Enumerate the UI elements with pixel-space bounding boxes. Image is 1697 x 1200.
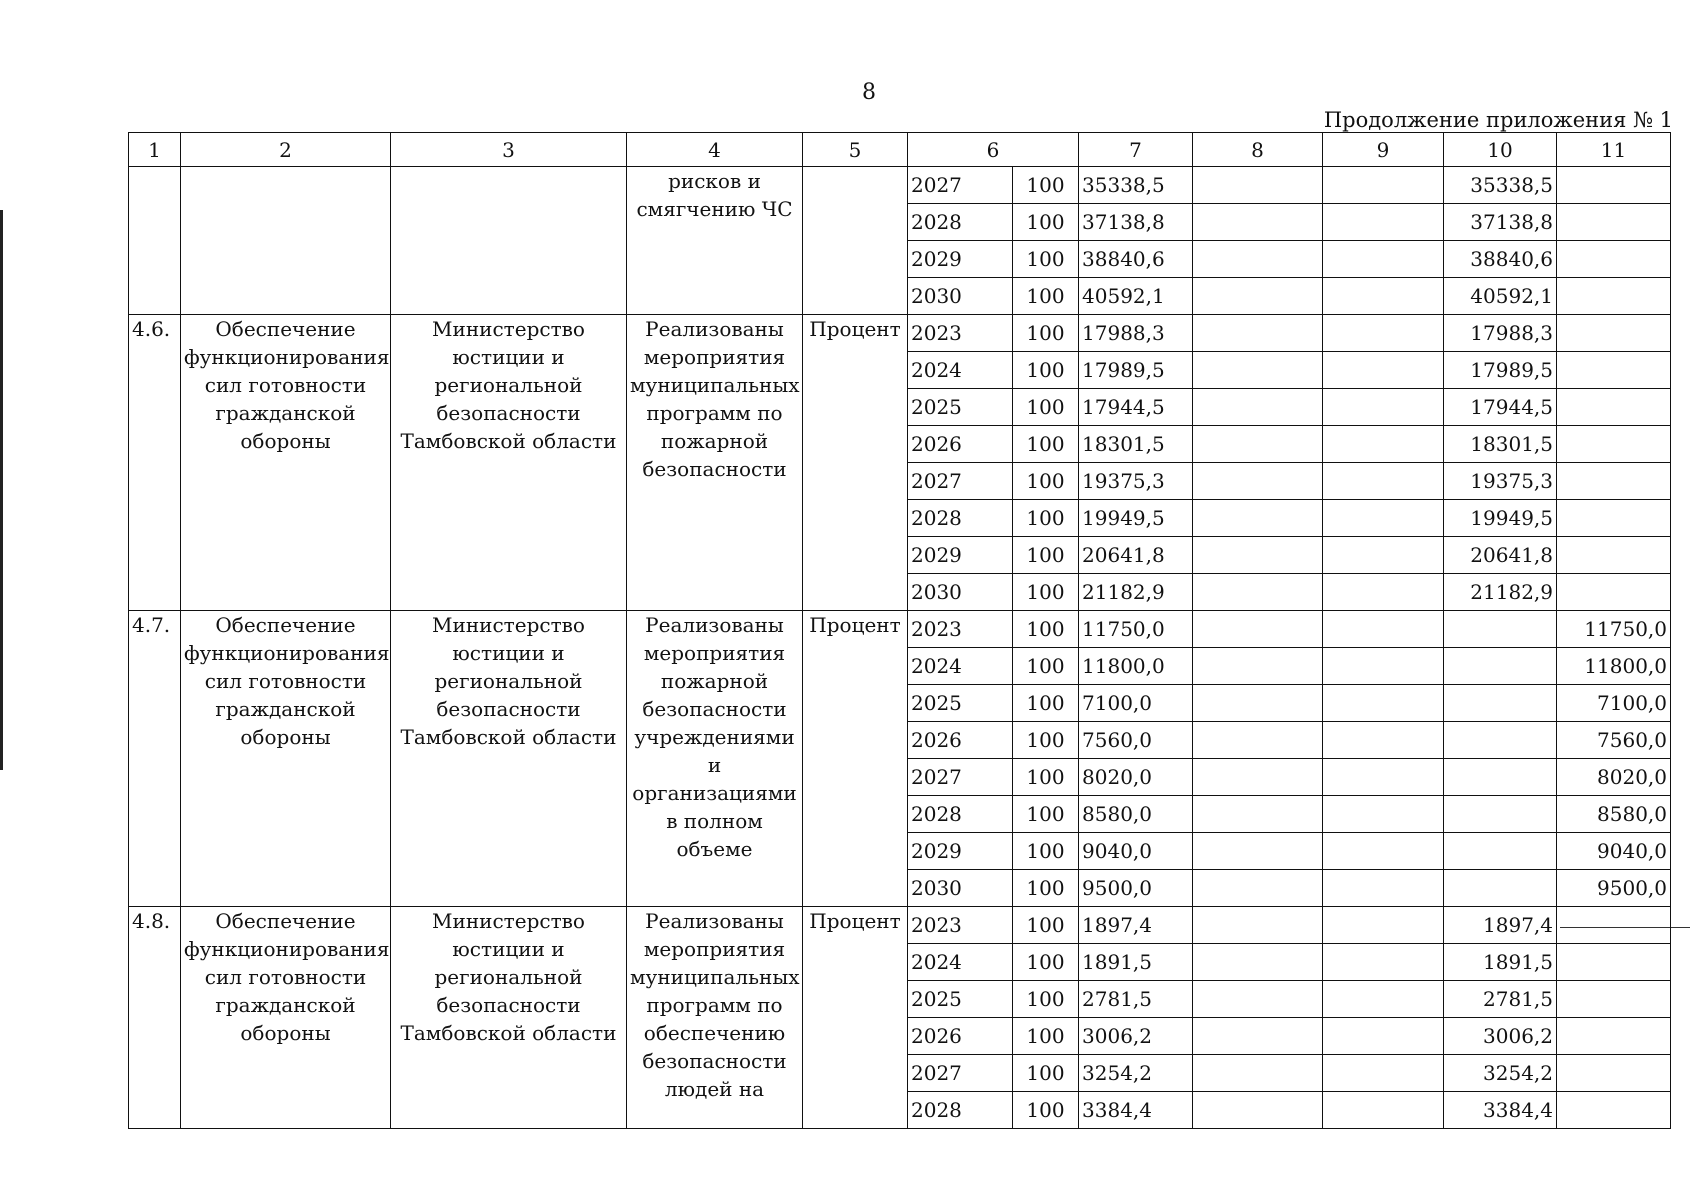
col8-cell bbox=[1193, 352, 1323, 389]
unit-cell bbox=[803, 167, 908, 315]
col8-cell bbox=[1193, 833, 1323, 870]
continuation-title: Продолжение приложения № 1 bbox=[1323, 108, 1673, 132]
total-cell: 17988,3 bbox=[1079, 315, 1193, 352]
year-cell: 2030 bbox=[908, 278, 1013, 315]
measure-name-cell: Обеспечение функционирования сил готовности гражданской обороны bbox=[181, 907, 391, 1129]
col8-cell bbox=[1193, 907, 1323, 944]
percent-cell: 100 bbox=[1013, 870, 1079, 907]
regional-budget-cell: 3384,4 bbox=[1444, 1092, 1557, 1129]
percent-cell: 100 bbox=[1013, 685, 1079, 722]
percent-cell: 100 bbox=[1013, 611, 1079, 648]
regional-budget-cell: 17988,3 bbox=[1444, 315, 1557, 352]
other-source-cell bbox=[1557, 944, 1671, 981]
total-cell: 8020,0 bbox=[1079, 759, 1193, 796]
result-cell: Реализованы мероприятия муниципальных программ по пожарной безопасности bbox=[627, 315, 803, 611]
total-cell: 40592,1 bbox=[1079, 278, 1193, 315]
other-source-cell bbox=[1557, 204, 1671, 241]
col8-cell bbox=[1193, 981, 1323, 1018]
other-source-cell bbox=[1557, 278, 1671, 315]
percent-cell: 100 bbox=[1013, 981, 1079, 1018]
regional-budget-cell bbox=[1444, 722, 1557, 759]
year-cell: 2030 bbox=[908, 870, 1013, 907]
other-source-cell bbox=[1557, 241, 1671, 278]
col9-cell bbox=[1323, 537, 1444, 574]
other-source-cell bbox=[1557, 389, 1671, 426]
total-cell: 18301,5 bbox=[1079, 426, 1193, 463]
measure-name-cell bbox=[181, 167, 391, 315]
percent-cell: 100 bbox=[1013, 204, 1079, 241]
col9-cell bbox=[1323, 870, 1444, 907]
year-cell: 2026 bbox=[908, 426, 1013, 463]
regional-budget-cell: 35338,5 bbox=[1444, 167, 1557, 204]
year-cell: 2028 bbox=[908, 500, 1013, 537]
other-source-cell: 9040,0 bbox=[1557, 833, 1671, 870]
page-number: 8 bbox=[862, 80, 876, 105]
regional-budget-cell: 40592,1 bbox=[1444, 278, 1557, 315]
total-cell: 37138,8 bbox=[1079, 204, 1193, 241]
percent-cell: 100 bbox=[1013, 833, 1079, 870]
col8-cell bbox=[1193, 463, 1323, 500]
percent-cell: 100 bbox=[1013, 463, 1079, 500]
year-cell: 2027 bbox=[908, 1055, 1013, 1092]
regional-budget-cell: 21182,9 bbox=[1444, 574, 1557, 611]
col8-cell bbox=[1193, 315, 1323, 352]
year-cell: 2028 bbox=[908, 796, 1013, 833]
regional-budget-cell: 17989,5 bbox=[1444, 352, 1557, 389]
col9-cell bbox=[1323, 352, 1444, 389]
col8-cell bbox=[1193, 241, 1323, 278]
column-header: 10 bbox=[1444, 133, 1557, 167]
result-cell: Реализованы мероприятия муниципальных программ по обеспечению безопасности людей на bbox=[627, 907, 803, 1129]
year-cell: 2024 bbox=[908, 648, 1013, 685]
other-source-cell bbox=[1557, 907, 1671, 944]
table-row bbox=[129, 907, 1671, 944]
col8-cell bbox=[1193, 1092, 1323, 1129]
year-cell: 2029 bbox=[908, 833, 1013, 870]
percent-cell: 100 bbox=[1013, 1018, 1079, 1055]
total-cell: 20641,8 bbox=[1079, 537, 1193, 574]
measure-name-cell: Обеспечение функционирования сил готовности гражданской обороны bbox=[181, 315, 391, 611]
total-cell: 19949,5 bbox=[1079, 500, 1193, 537]
item-number-cell bbox=[129, 167, 181, 315]
col9-cell bbox=[1323, 648, 1444, 685]
regional-budget-cell bbox=[1444, 648, 1557, 685]
total-cell: 7100,0 bbox=[1079, 685, 1193, 722]
col9-cell bbox=[1323, 833, 1444, 870]
col8-cell bbox=[1193, 796, 1323, 833]
col9-cell bbox=[1323, 907, 1444, 944]
other-source-cell bbox=[1557, 537, 1671, 574]
other-source-cell: 9500,0 bbox=[1557, 870, 1671, 907]
total-cell: 17989,5 bbox=[1079, 352, 1193, 389]
total-cell: 11800,0 bbox=[1079, 648, 1193, 685]
year-cell: 2028 bbox=[908, 1092, 1013, 1129]
year-cell: 2025 bbox=[908, 981, 1013, 1018]
col8-cell bbox=[1193, 167, 1323, 204]
col8-cell bbox=[1193, 870, 1323, 907]
column-header: 9 bbox=[1323, 133, 1444, 167]
regional-budget-cell: 3254,2 bbox=[1444, 1055, 1557, 1092]
total-cell: 9040,0 bbox=[1079, 833, 1193, 870]
result-cell: рисков и смягчению ЧС bbox=[627, 167, 803, 315]
regional-budget-cell bbox=[1444, 611, 1557, 648]
executor-cell bbox=[391, 167, 627, 315]
percent-cell: 100 bbox=[1013, 500, 1079, 537]
executor-cell: Министерство юстиции и региональной безопасности Тамбовской области bbox=[391, 611, 627, 907]
column-header: 8 bbox=[1193, 133, 1323, 167]
col9-cell bbox=[1323, 204, 1444, 241]
regional-budget-cell bbox=[1444, 759, 1557, 796]
col9-cell bbox=[1323, 796, 1444, 833]
percent-cell: 100 bbox=[1013, 426, 1079, 463]
year-cell: 2025 bbox=[908, 389, 1013, 426]
col9-cell bbox=[1323, 1092, 1444, 1129]
col9-cell bbox=[1323, 241, 1444, 278]
total-cell: 17944,5 bbox=[1079, 389, 1193, 426]
column-header: 11 bbox=[1557, 133, 1671, 167]
other-source-cell bbox=[1557, 1092, 1671, 1129]
col8-cell bbox=[1193, 574, 1323, 611]
other-source-cell bbox=[1557, 1055, 1671, 1092]
total-cell: 3384,4 bbox=[1079, 1092, 1193, 1129]
year-cell: 2024 bbox=[908, 352, 1013, 389]
percent-cell: 100 bbox=[1013, 352, 1079, 389]
item-number-cell: 4.7. bbox=[129, 611, 181, 907]
col9-cell bbox=[1323, 574, 1444, 611]
col9-cell bbox=[1323, 167, 1444, 204]
percent-cell: 100 bbox=[1013, 1055, 1079, 1092]
regional-budget-cell: 18301,5 bbox=[1444, 426, 1557, 463]
regional-budget-cell: 1897,4 bbox=[1444, 907, 1557, 944]
year-cell: 2029 bbox=[908, 537, 1013, 574]
col8-cell bbox=[1193, 648, 1323, 685]
regional-budget-cell: 19949,5 bbox=[1444, 500, 1557, 537]
col9-cell bbox=[1323, 315, 1444, 352]
col8-cell bbox=[1193, 1018, 1323, 1055]
year-cell: 2026 bbox=[908, 722, 1013, 759]
unit-cell: Процент bbox=[803, 907, 908, 1129]
col9-cell bbox=[1323, 278, 1444, 315]
total-cell: 35338,5 bbox=[1079, 167, 1193, 204]
regional-budget-cell bbox=[1444, 870, 1557, 907]
col8-cell bbox=[1193, 204, 1323, 241]
regional-budget-cell bbox=[1444, 796, 1557, 833]
col8-cell bbox=[1193, 426, 1323, 463]
other-source-cell: 8580,0 bbox=[1557, 796, 1671, 833]
other-source-cell bbox=[1557, 500, 1671, 537]
column-header: 2 bbox=[181, 133, 391, 167]
year-cell: 2028 bbox=[908, 204, 1013, 241]
col9-cell bbox=[1323, 500, 1444, 537]
col8-cell bbox=[1193, 722, 1323, 759]
regional-budget-cell: 20641,8 bbox=[1444, 537, 1557, 574]
year-cell: 2023 bbox=[908, 315, 1013, 352]
year-cell: 2023 bbox=[908, 611, 1013, 648]
regional-budget-cell: 38840,6 bbox=[1444, 241, 1557, 278]
col8-cell bbox=[1193, 611, 1323, 648]
item-number-cell: 4.6. bbox=[129, 315, 181, 611]
percent-cell: 100 bbox=[1013, 167, 1079, 204]
percent-cell: 100 bbox=[1013, 315, 1079, 352]
regional-budget-cell bbox=[1444, 833, 1557, 870]
other-source-cell: 7100,0 bbox=[1557, 685, 1671, 722]
col9-cell bbox=[1323, 981, 1444, 1018]
column-header: 6 bbox=[908, 133, 1079, 167]
other-source-cell bbox=[1557, 315, 1671, 352]
year-cell: 2027 bbox=[908, 759, 1013, 796]
column-header: 3 bbox=[391, 133, 627, 167]
column-number-row bbox=[129, 133, 1671, 167]
total-cell: 38840,6 bbox=[1079, 241, 1193, 278]
total-cell: 3254,2 bbox=[1079, 1055, 1193, 1092]
table-row bbox=[129, 315, 1671, 352]
year-cell: 2030 bbox=[908, 574, 1013, 611]
year-cell: 2029 bbox=[908, 241, 1013, 278]
other-source-cell: 11800,0 bbox=[1557, 648, 1671, 685]
percent-cell: 100 bbox=[1013, 278, 1079, 315]
table-row bbox=[129, 611, 1671, 648]
column-header: 5 bbox=[803, 133, 908, 167]
table-body bbox=[129, 167, 1671, 1129]
percent-cell: 100 bbox=[1013, 722, 1079, 759]
other-source-cell bbox=[1557, 463, 1671, 500]
col9-cell bbox=[1323, 685, 1444, 722]
other-source-cell: 11750,0 bbox=[1557, 611, 1671, 648]
unit-cell: Процент bbox=[803, 611, 908, 907]
percent-cell: 100 bbox=[1013, 1092, 1079, 1129]
percent-cell: 100 bbox=[1013, 648, 1079, 685]
regional-budget-cell: 2781,5 bbox=[1444, 981, 1557, 1018]
year-cell: 2023 bbox=[908, 907, 1013, 944]
other-source-cell bbox=[1557, 574, 1671, 611]
executor-cell: Министерство юстиции и региональной безопасности Тамбовской области bbox=[391, 907, 627, 1129]
column-header: 7 bbox=[1079, 133, 1193, 167]
total-cell: 9500,0 bbox=[1079, 870, 1193, 907]
col9-cell bbox=[1323, 463, 1444, 500]
percent-cell: 100 bbox=[1013, 796, 1079, 833]
regional-budget-cell: 17944,5 bbox=[1444, 389, 1557, 426]
result-cell: Реализованы мероприятия пожарной безопасности учреждениями и организациями в полном объеме bbox=[627, 611, 803, 907]
total-cell: 21182,9 bbox=[1079, 574, 1193, 611]
total-cell: 8580,0 bbox=[1079, 796, 1193, 833]
col9-cell bbox=[1323, 1055, 1444, 1092]
col8-cell bbox=[1193, 1055, 1323, 1092]
other-source-cell bbox=[1557, 981, 1671, 1018]
total-cell: 1891,5 bbox=[1079, 944, 1193, 981]
percent-cell: 100 bbox=[1013, 574, 1079, 611]
year-cell: 2024 bbox=[908, 944, 1013, 981]
item-number-cell: 4.8. bbox=[129, 907, 181, 1129]
total-cell: 7560,0 bbox=[1079, 722, 1193, 759]
regional-budget-cell: 19375,3 bbox=[1444, 463, 1557, 500]
percent-cell: 100 bbox=[1013, 241, 1079, 278]
other-source-cell: 8020,0 bbox=[1557, 759, 1671, 796]
col9-cell bbox=[1323, 944, 1444, 981]
year-cell: 2026 bbox=[908, 1018, 1013, 1055]
col9-cell bbox=[1323, 611, 1444, 648]
unit-cell: Процент bbox=[803, 315, 908, 611]
regional-budget-cell: 3006,2 bbox=[1444, 1018, 1557, 1055]
scan-edge-line bbox=[0, 210, 3, 770]
col8-cell bbox=[1193, 685, 1323, 722]
year-cell: 2025 bbox=[908, 685, 1013, 722]
percent-cell: 100 bbox=[1013, 537, 1079, 574]
percent-cell: 100 bbox=[1013, 907, 1079, 944]
col9-cell bbox=[1323, 1018, 1444, 1055]
total-cell: 3006,2 bbox=[1079, 1018, 1193, 1055]
col8-cell bbox=[1193, 944, 1323, 981]
table-row bbox=[129, 167, 1671, 204]
column-header: 4 bbox=[627, 133, 803, 167]
year-cell: 2027 bbox=[908, 167, 1013, 204]
percent-cell: 100 bbox=[1013, 759, 1079, 796]
col9-cell bbox=[1323, 389, 1444, 426]
column-header: 1 bbox=[129, 133, 181, 167]
total-cell: 1897,4 bbox=[1079, 907, 1193, 944]
col9-cell bbox=[1323, 722, 1444, 759]
other-source-cell bbox=[1557, 1018, 1671, 1055]
percent-cell: 100 bbox=[1013, 944, 1079, 981]
col8-cell bbox=[1193, 759, 1323, 796]
col8-cell bbox=[1193, 278, 1323, 315]
other-source-cell bbox=[1557, 426, 1671, 463]
other-source-cell bbox=[1557, 352, 1671, 389]
col8-cell bbox=[1193, 537, 1323, 574]
col9-cell bbox=[1323, 426, 1444, 463]
year-cell: 2027 bbox=[908, 463, 1013, 500]
col8-cell bbox=[1193, 500, 1323, 537]
total-cell: 19375,3 bbox=[1079, 463, 1193, 500]
percent-cell: 100 bbox=[1013, 389, 1079, 426]
other-source-cell bbox=[1557, 167, 1671, 204]
total-cell: 2781,5 bbox=[1079, 981, 1193, 1018]
col9-cell bbox=[1323, 759, 1444, 796]
regional-budget-cell: 37138,8 bbox=[1444, 204, 1557, 241]
executor-cell: Министерство юстиции и региональной безопасности Тамбовской области bbox=[391, 315, 627, 611]
col8-cell bbox=[1193, 389, 1323, 426]
other-source-cell: 7560,0 bbox=[1557, 722, 1671, 759]
total-cell: 11750,0 bbox=[1079, 611, 1193, 648]
regional-budget-cell: 1891,5 bbox=[1444, 944, 1557, 981]
regional-budget-cell bbox=[1444, 685, 1557, 722]
appendix-table bbox=[128, 132, 1671, 1129]
measure-name-cell: Обеспечение функционирования сил готовности гражданской обороны bbox=[181, 611, 391, 907]
